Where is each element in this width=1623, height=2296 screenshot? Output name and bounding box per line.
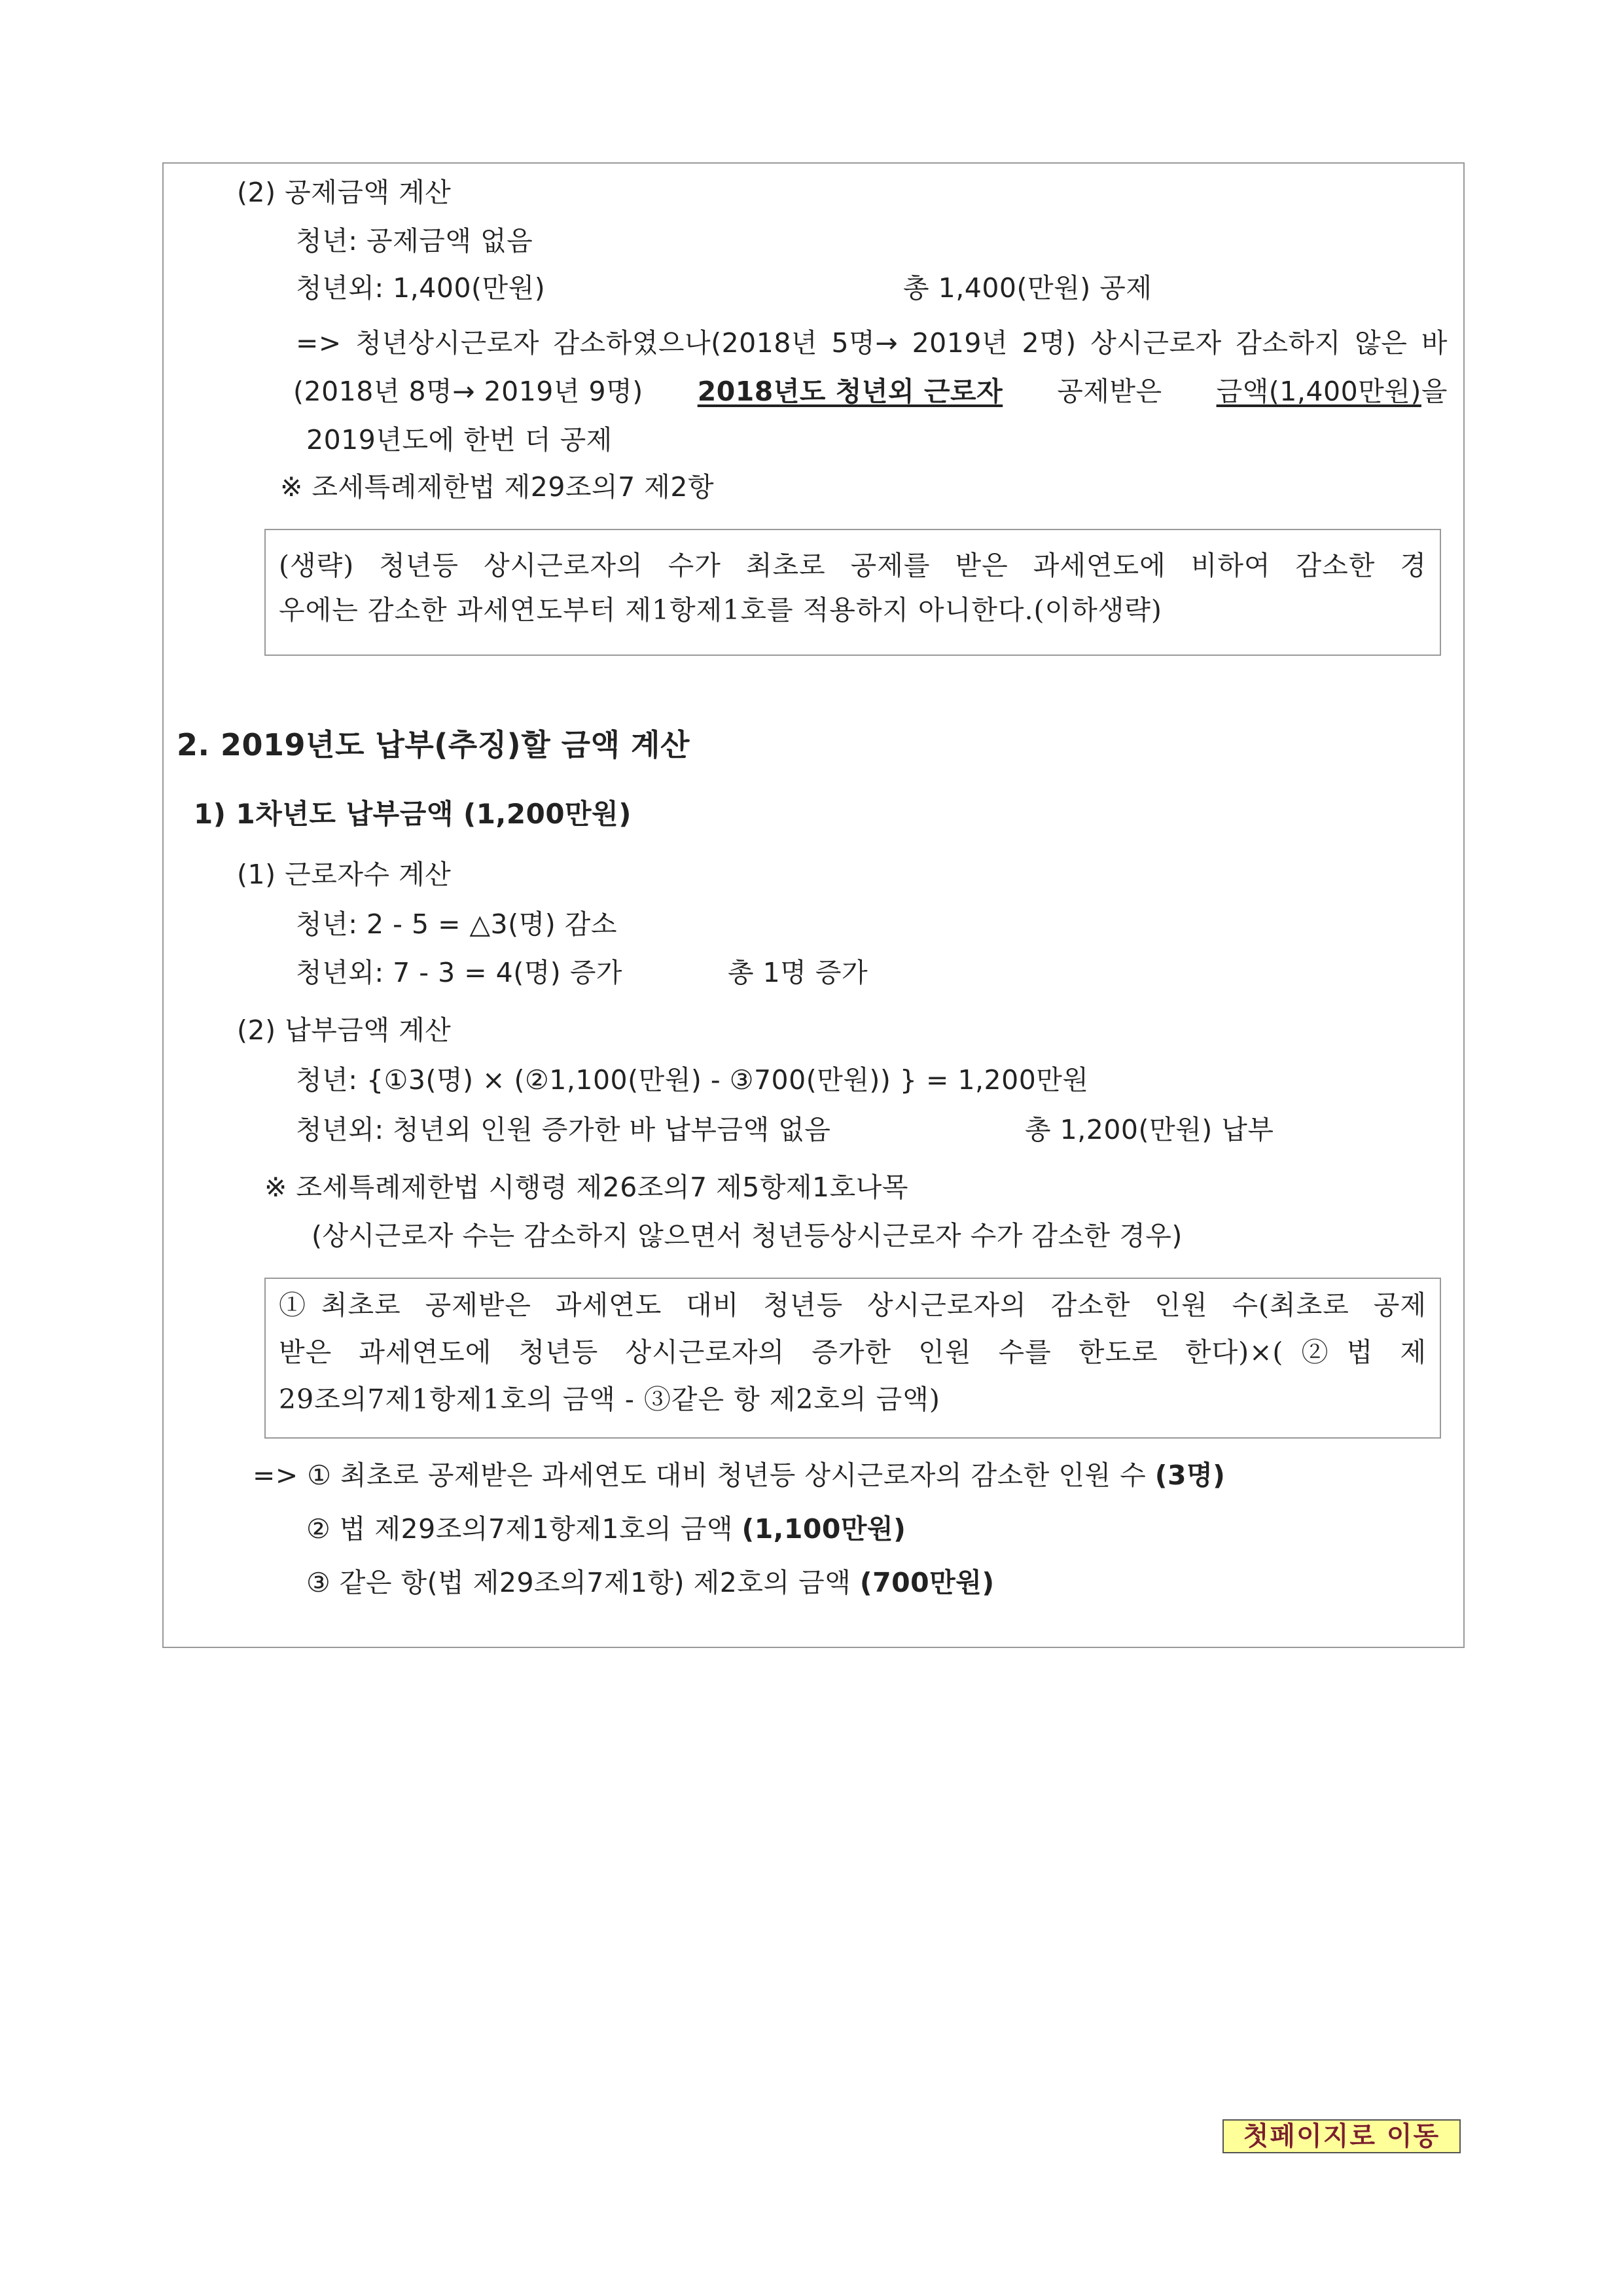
law-quote-2-line-2: 받은 과세연도에 청년등 상시근로자의 증가한 인원 수를 한도로 한다)×(②법 제	[279, 1336, 1427, 1368]
formula-item-3-value: (700만원)	[859, 1567, 995, 1598]
explanation-line-2	[293, 373, 1448, 410]
emphasis-amount: 금액(1,400만원)	[1216, 376, 1421, 407]
worker-count-total: 총 1명 증가	[728, 957, 868, 988]
formula-item-2-value: (1,100만원)	[741, 1513, 906, 1545]
law-quote-2-line-3: 29조의7제1항제1호의 금액 - ③같은 항 제2호의 금액)	[279, 1384, 940, 1415]
worker-count-nonyouth: 청년외: 7 - 3 = 4(명) 증가	[296, 957, 623, 988]
explanation-received: 공제받은	[1057, 376, 1162, 407]
explanation-line-3: 2019년도에 한번 더 공제	[306, 424, 613, 456]
law-quote-1-line-2: 우에는 감소한 과세연도부터 제1항제1호를 적용하지 아니한다.(이하생략)	[279, 594, 1162, 626]
deduction-calc-title: (2) 공제금액 계산	[237, 177, 452, 208]
formula-item-3	[306, 1564, 995, 1601]
payment-calc-title: (2) 납부금액 계산	[237, 1014, 452, 1046]
formula-item-1	[253, 1457, 1225, 1494]
explanation-line-1: => 청년상시근로자 감소하였으나(2018년 5명→ 2019년 2명) 상시근로자 감소하지 않은 바	[296, 327, 1448, 359]
worker-count-title: (1) 근로자수 계산	[237, 859, 452, 890]
formula-item-3-label: ③ 같은 항(법 제29조의7제1항) 제2호의 금액	[306, 1567, 860, 1598]
law-quote-1-line-1: (생략) 청년등 상시근로자의 수가 최초로 공제를 받은 과세연도에 비하여 감소한 경	[279, 550, 1427, 581]
law-reference-2-note: (상시근로자 수는 감소하지 않으면서 청년등상시근로자 수가 감소한 경우)	[312, 1220, 1183, 1251]
emphasis-nonyouth-2018: 2018년도 청년외 근로자	[697, 376, 1003, 407]
section-2-heading: 2. 2019년도 납부(추징)할 금액 계산	[177, 727, 690, 762]
formula-item-2-label: ② 법 제29조의7제1항제1호의 금액	[306, 1513, 742, 1545]
explanation-particle: 을	[1421, 376, 1448, 407]
youth-deduction: 청년: 공제금액 없음	[296, 225, 533, 257]
law-reference-1: ※ 조세특례제한법 제29조의7 제2항	[280, 471, 715, 503]
total-deduction: 총 1,400(만원) 공제	[903, 272, 1152, 304]
worker-count-youth: 청년: 2 - 5 = △3(명) 감소	[296, 908, 617, 940]
explanation-period: (2018년 8명→ 2019년 9명)	[293, 376, 643, 407]
nonyouth-deduction: 청년외: 1,400(만원)	[296, 272, 546, 304]
payment-total: 총 1,200(만원) 납부	[1025, 1114, 1274, 1145]
first-year-payment-heading: 1) 1차년도 납부금액 (1,200만원)	[194, 798, 632, 830]
formula-item-1-label: => ① 최초로 공제받은 과세연도 대비 청년등 상시근로자의 감소한 인원 수	[253, 1460, 1155, 1491]
law-quote-2-line-1: ①최초로 공제받은 과세연도 대비 청년등 상시근로자의 감소한 인원 수(최초로 공제	[279, 1289, 1427, 1321]
formula-item-1-value: (3명)	[1154, 1460, 1226, 1491]
payment-youth: 청년: {①3(명) × (②1,100(만원) - ③700(만원)) } = 1,200만원	[296, 1064, 1089, 1096]
payment-nonyouth: 청년외: 청년외 인원 증가한 바 납부금액 없음	[296, 1114, 831, 1145]
go-to-first-page-button[interactable]: 첫페이지로 이동	[1222, 2119, 1461, 2153]
law-reference-2: ※ 조세특례제한법 시행령 제26조의7 제5항제1호나목	[264, 1172, 908, 1203]
law-quote-box-2	[264, 1278, 1441, 1439]
law-quote-box-1	[264, 529, 1441, 656]
formula-item-2	[306, 1511, 906, 1547]
